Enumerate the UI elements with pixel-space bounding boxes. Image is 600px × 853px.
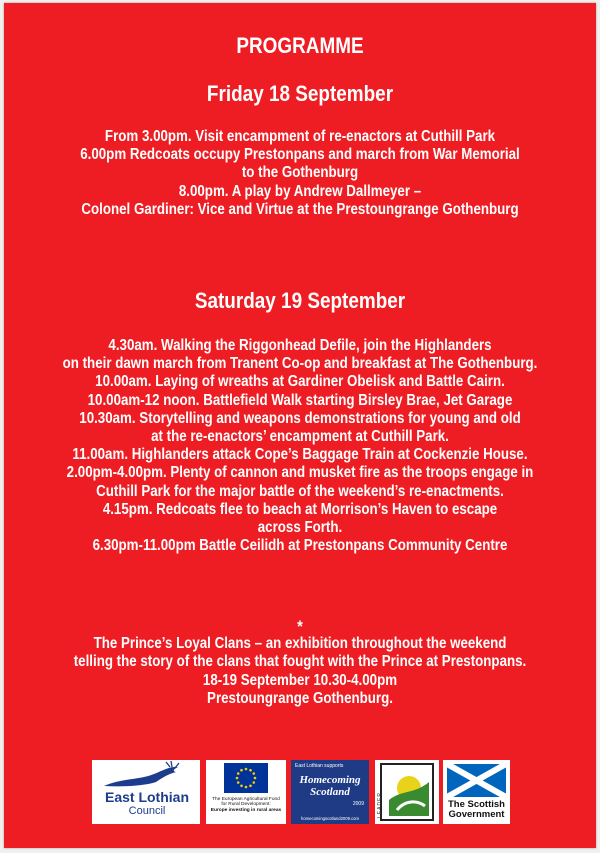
sg-line: Government [448,809,505,820]
homecoming-scotland-logo [291,760,369,824]
homecoming-wordmark [291,774,369,798]
event-line: 4.15pm. Redcoats flee to beach at Morrison’s Haven to escape [102,500,498,518]
east-lothian-council-logo [92,760,200,824]
eu-agricultural-fund-logo [206,760,286,824]
eu-text-line: for Rural Development: [221,802,271,808]
leader-emblem-icon [375,760,439,824]
sg-line: The Scottish [447,799,505,810]
eu-star [240,769,243,772]
eu-star [249,769,252,772]
separator-asterisk: * [297,617,303,636]
eu-star [237,781,240,784]
event-line: Cuthill Park for the major battle of the weekend’s re-enactments. [96,482,504,500]
event-line: on their dawn march from Tranent Co-op and breakfast at The Gothenburg. [62,355,538,373]
event-line: 8.00pm. A play by Andrew Dallmeyer – [178,182,422,200]
event-line: at the re-enactors’ encampment at Cuthill Park. [151,428,449,446]
friday-heading: Friday 18 September [206,81,394,106]
eu-star [252,772,255,775]
event-line: across Forth. [257,519,343,537]
scotland-line: Scotland [310,786,350,798]
homecoming-year: 2009 [352,801,364,807]
eu-star [240,784,243,787]
event-line: 11.00am. Highlanders attack Cope’s Baggage Train at Cockenzie House. [72,446,528,464]
exhibition-info [4,619,596,709]
eu-text-line: The European Agricultural Fund [212,797,280,802]
event-line: 4.30am. Walking the Riggonhead Defile, join the Highlanders [108,337,492,354]
homecoming-supports-text: East Lothian supports [295,763,344,769]
eu-star [236,777,239,780]
eu-star [252,781,255,784]
homecoming-url: homecomingscotland2009.com [301,816,359,821]
eu-star [245,768,248,771]
scottish-government-logo [443,760,510,824]
programme-page [4,3,596,848]
event-line: Colonel Gardiner: Vice and Virtue at the Prestoungrange Gothenburg [81,200,519,218]
eu-flag-icon [206,760,286,796]
eu-star [249,784,252,787]
eu-star [237,772,240,775]
event-line: 6.00pm Redcoats occupy Prestonpans and march from War Memorial [80,146,520,164]
exhibition-line: 18-19 September 10.30-4.00pm [202,671,398,689]
programme-title: PROGRAMME [236,33,364,58]
saturday-heading: Saturday 19 September [194,288,406,313]
event-line: 2.00pm-4.00pm. Plenty of cannon and musket fire as the troops engage in [66,464,534,482]
event-line: to the Gothenburg [241,164,359,182]
exhibition-line: telling the story of the clans that fought with the Prince at Prestonpans. [73,653,527,671]
leader-logo [375,760,439,824]
east-lothian-wordmark [98,790,196,818]
event-line: 10.00am. Laying of wreaths at Gardiner Obelisk and Battle Cairn. [95,373,505,391]
deer-icon [92,760,200,790]
eu-text-line: Europe investing in rural areas [210,807,282,813]
exhibition-line: The Prince’s Loyal Clans – an exhibition throughout the weekend [93,635,507,652]
east-lothian-name: East Lothian [104,789,189,805]
friday-events [4,128,596,219]
council-label: Council [128,805,166,817]
saltire-flag-icon [443,760,510,798]
saturday-events [4,337,596,555]
scottish-government-wordmark [443,800,510,820]
sponsor-logos [92,760,510,826]
eu-star [245,786,248,789]
leader-text: LEADER [377,791,383,818]
event-line: 10.30am. Storytelling and weapons demonstrations for young and old [79,409,521,427]
event-line: From 3.00pm. Visit encampment of re-enactors at Cuthill Park [104,128,496,145]
homecoming-line: Homecoming [299,774,361,786]
exhibition-line: Prestoungrange Gothenburg. [207,690,393,708]
event-line: 6.30pm-11.00pm Battle Ceilidh at Prestonpans Community Centre [92,537,508,555]
eu-fund-text [208,797,284,813]
event-line: 10.00am-12 noon. Battlefield Walk starting Birsley Brae, Jet Garage [87,391,513,409]
eu-star [254,777,257,780]
